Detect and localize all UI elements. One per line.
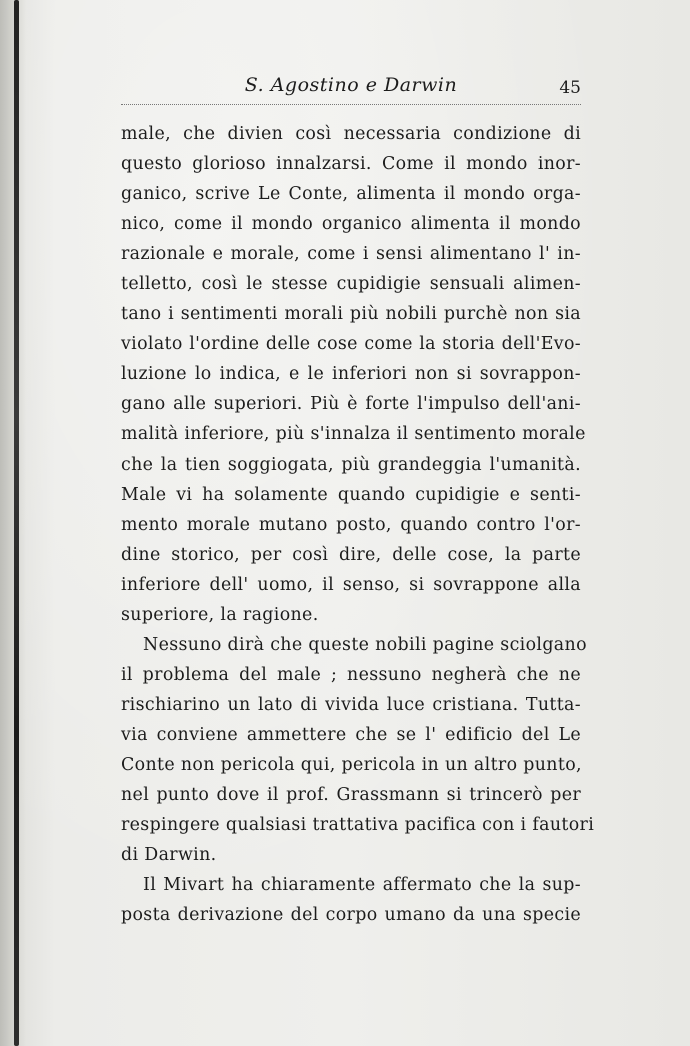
text-line: violato l'ordine delle cose come la storia dell'Evo-	[121, 334, 581, 355]
text-line: posta derivazione del corpo umano da una specie	[121, 905, 581, 926]
text-line: via conviene ammettere che se l' edificio del Le	[121, 724, 581, 745]
header-rule	[121, 104, 581, 105]
text-line: gano alle superiori. Più è forte l'impulso dell'ani-	[121, 394, 581, 415]
text-line: di Darwin.	[121, 845, 217, 866]
text-line: il problema del male ; nessuno negherà che ne	[121, 664, 581, 685]
text-line: male, che divien così necessaria condizione di	[121, 124, 581, 144]
text-line: che la tien soggiogata, più grandeggia l'umanità.	[121, 454, 581, 475]
text-line: razionale e morale, come i sensi alimentano l' in-	[121, 244, 581, 265]
running-title: S. Agostino e Darwin	[244, 74, 458, 96]
text-line: inferiore dell' uomo, il senso, si sovrappone alla	[121, 574, 581, 595]
text-line: ganico, scrive Le Conte, alimenta il mondo orga-	[121, 184, 581, 205]
text-line: luzione lo indica, e le inferiori non si sovrappon-	[121, 364, 581, 385]
text-line: malità inferiore, più s'innalza il sentimento morale	[121, 424, 586, 445]
text-line: tano i sentimenti morali più nobili purchè non sia	[121, 304, 581, 325]
text-line: rischiarino un lato di vivida luce cristiana. Tutta-	[121, 694, 581, 715]
text-line: mento morale mutano posto, quando contro l'or-	[121, 514, 581, 535]
text-line: Il Mivart ha chiaramente affermato che la sup-	[143, 875, 581, 896]
text-line: telletto, così le stesse cupidigie sensuali alimen-	[121, 274, 581, 295]
page-header	[121, 74, 581, 104]
text-line: superiore, la ragione.	[121, 604, 319, 625]
text-line: Male vi ha solamente quando cupidigie e senti-	[121, 484, 581, 505]
text-line: nico, come il mondo organico alimenta il mondo	[121, 214, 581, 235]
page-binding-shadow	[0, 0, 26, 1046]
book-spine-edge	[14, 0, 19, 1046]
text-line: questo glorioso innalzarsi. Come il mondo inor-	[121, 154, 581, 175]
body-text	[121, 119, 595, 930]
text-line: Conte non pericola qui, pericola in un altro punto,	[121, 754, 582, 775]
text-line: Nessuno dirà che queste nobili pagine sciolgano	[143, 634, 587, 655]
page-number: 45	[559, 78, 581, 98]
text-line: nel punto dove il prof. Grassmann si trincerò per	[121, 785, 581, 806]
text-line: dine storico, per così dire, delle cose, la parte	[121, 544, 581, 565]
text-line: respingere qualsiasi trattativa pacifica con i fautori	[121, 815, 595, 836]
